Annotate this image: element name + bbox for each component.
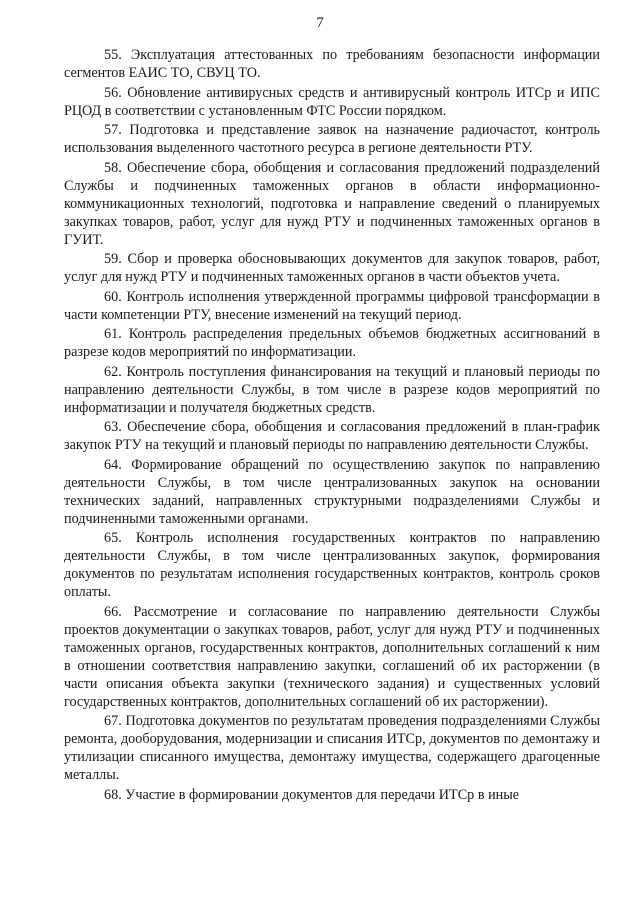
paragraph-68: 68. Участие в формировании документов для передачи ИТСр в иные bbox=[104, 786, 520, 803]
paragraph-61: 61. Контроль распределения предельных объемов бюджетных ассигнований в разрезе кодов мероприятий по информатизации. bbox=[64, 326, 600, 360]
paragraph-58: 58. Обеспечение сбора, обобщения и согласования предложений подразделений Службы и подчиненных таможенных органов в области информационно-коммуникационных технологий, подготовка и направление сведений о планируемых закупках товаров, работ, услуг для нужд РТУ и подчиненных таможенных органов в ГУИТ. bbox=[64, 159, 600, 248]
paragraph-55: 55. Эксплуатация аттестованных по требованиям безопасности информации сегментов ЕАИС ТО, СВУЦ ТО. bbox=[64, 47, 600, 81]
page-number: 7 bbox=[316, 15, 324, 31]
paragraph-64: 64. Формирование обращений по осуществлению закупок по направлению деятельности Службы, в том числе централизованных закупок на основании технических заданий, направленных структурными подразделениями Службы и подчиненными таможенными органами. bbox=[64, 456, 600, 527]
paragraph-67: 67. Подготовка документов по результатам проведения подразделениями Службы ремонта, дооборудования, модернизации и списания ИТСр, документов по демонтажу и утилизации списанного имущества, демонтажу имущества, содержащего драгоценные металлы. bbox=[64, 713, 600, 783]
paragraph-65: 65. Контроль исполнения государственных контрактов по направлению деятельности Службы, в том числе централизованных закупок, формирования документов по результатам исполнения государственных контрактов, контроль сроков оплаты. bbox=[64, 530, 600, 600]
paragraph-63: 63. Обеспечение сбора, обобщения и согласования предложений в план-график закупок РТУ на текущий и плановый периоды по направлению деятельности Службы. bbox=[64, 419, 600, 453]
document-body bbox=[64, 46, 600, 805]
paragraph-56: 56. Обновление антивирусных средств и антивирусный контроль ИТСр и ИПС РЦОД в соответствии с установленным ФТС России порядком. bbox=[64, 84, 600, 119]
paragraph-66: 66. Рассмотрение и согласование по направлению деятельности Службы проектов документации о закупках товаров, работ, услуг для нужд РТУ и подчиненных таможенных органов, государственных контрактов, дополнительных соглашений к ним в отношении соответствия направлению закупки, соглашений об их расторжении (в части описания объекта закупки (технического задания) и существенных условий государственных контрактов, дополнительных соглашений об их расторжении). bbox=[64, 603, 600, 710]
paragraph-62: 62. Контроль поступления финансирования на текущий и плановый периоды по направлению деятельности Службы, в том числе в разрезе кодов мероприятий по информатизации и получателя бюджетных средств. bbox=[64, 363, 600, 416]
paragraph-60: 60. Контроль исполнения утвержденной программы цифровой трансформации в части компетенции РТУ, внесение изменений на текущий период. bbox=[64, 288, 600, 323]
paragraph-57: 57. Подготовка и представление заявок на назначение радиочастот, контроль использования выделенного частотного ресурса в регионе деятельности РТУ. bbox=[64, 122, 600, 156]
paragraph-59: 59. Сбор и проверка обосновывающих документов для закупок товаров, работ, услуг для нужд РТУ и подчиненных таможенных органов в части объектов учета. bbox=[64, 251, 600, 285]
